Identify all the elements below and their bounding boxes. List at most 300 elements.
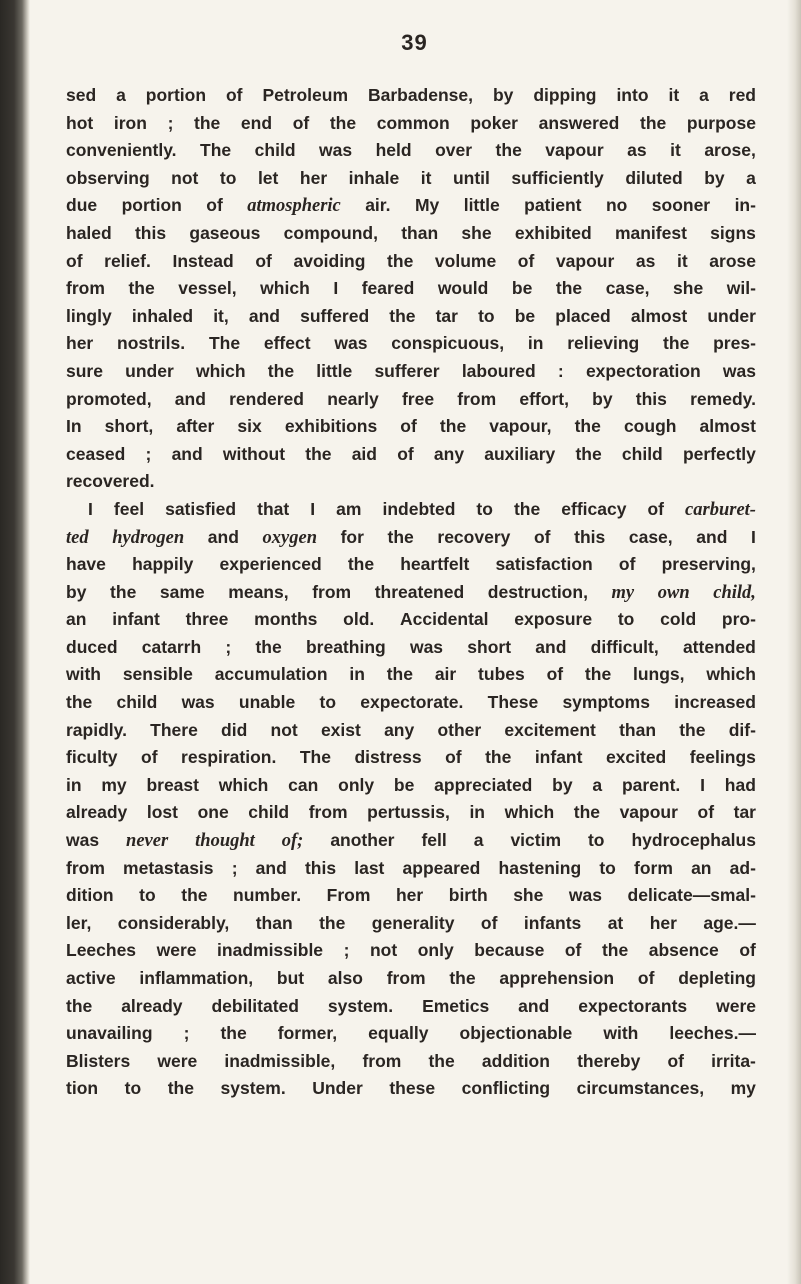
word: three	[185, 609, 229, 630]
word: common	[376, 112, 450, 133]
word: efficacy	[561, 498, 627, 519]
word: unavailing	[66, 1023, 153, 1044]
word: sooner	[651, 195, 711, 216]
word: respiration.	[181, 747, 277, 768]
word: rapidly.	[66, 719, 127, 740]
word: and	[535, 636, 567, 657]
word: ceased	[66, 443, 126, 464]
word: was	[181, 692, 215, 713]
word: arose,	[704, 140, 756, 161]
text-line	[66, 551, 756, 579]
word: the	[66, 995, 93, 1016]
word: system.	[220, 1078, 286, 1099]
word: to	[219, 167, 237, 188]
word: ted	[66, 527, 89, 548]
word: in	[66, 774, 82, 795]
word: in-	[734, 195, 756, 216]
text-line	[66, 413, 756, 441]
word: Emetics	[422, 995, 490, 1016]
word: the	[428, 1050, 455, 1071]
word: of	[647, 498, 665, 519]
word: of	[480, 912, 498, 933]
word: this	[134, 222, 167, 243]
word: manifest	[614, 222, 687, 243]
word: one	[197, 802, 229, 823]
word: and	[255, 857, 287, 878]
word: by	[592, 388, 613, 409]
word: would	[437, 278, 489, 299]
word: Instead	[172, 250, 234, 271]
word: her	[395, 885, 424, 906]
text-line	[66, 717, 756, 745]
word: this	[574, 526, 606, 547]
word: sensible	[122, 664, 193, 685]
word: difficult,	[590, 636, 659, 657]
word: accumulation	[214, 664, 328, 685]
word: ;	[231, 857, 238, 878]
text-line	[66, 220, 756, 248]
text-line	[66, 1075, 756, 1103]
word: was	[409, 636, 444, 657]
word: There	[150, 719, 198, 740]
word: arose	[709, 250, 756, 271]
word: the	[663, 333, 690, 354]
word: relief.	[104, 250, 151, 271]
word: number.	[233, 885, 302, 906]
word: I	[310, 498, 316, 519]
word: diluted	[625, 167, 683, 188]
word: wil-	[726, 278, 756, 299]
word: feared	[361, 278, 415, 299]
text-line	[66, 744, 756, 772]
word: until	[452, 167, 490, 188]
text-line	[66, 937, 756, 965]
word: the	[640, 112, 667, 133]
word: the	[387, 526, 414, 547]
word: hastening	[498, 857, 582, 878]
text-line	[66, 275, 756, 303]
word: gaseous	[189, 222, 261, 243]
word: I	[751, 526, 756, 547]
word: breathing	[305, 636, 386, 657]
word: sufficiently	[511, 167, 604, 188]
word: the	[220, 1023, 247, 1044]
word: depleting	[678, 968, 756, 988]
word: Barbadense,	[367, 85, 473, 105]
word: which	[260, 278, 310, 299]
word: was	[722, 360, 756, 381]
word: red	[728, 85, 756, 105]
word: air.	[365, 195, 391, 216]
word: a	[116, 85, 126, 105]
word: not	[171, 167, 199, 188]
word: it	[668, 85, 680, 105]
text-line	[66, 606, 756, 634]
text-line	[66, 110, 756, 138]
word: hot	[66, 112, 94, 133]
word: ;	[343, 940, 350, 961]
word: absence	[648, 940, 719, 961]
word: answered	[538, 112, 620, 133]
word: of	[739, 940, 756, 961]
word: The	[200, 140, 232, 161]
text-line	[66, 468, 756, 496]
word: from	[386, 968, 426, 988]
word: ler,	[66, 912, 92, 933]
word: were	[716, 995, 756, 1016]
word: portion	[145, 85, 207, 105]
word: of	[397, 443, 414, 464]
scan-edge-right	[787, 0, 801, 1284]
word: never	[126, 831, 169, 852]
word: effect	[263, 333, 311, 354]
text-line	[66, 579, 756, 607]
word: preserving,	[661, 554, 756, 575]
word: to	[124, 1078, 142, 1099]
word: child	[248, 802, 290, 823]
word: the	[194, 112, 221, 133]
word: into	[616, 85, 649, 105]
text-line	[66, 248, 756, 276]
word: symptoms	[562, 692, 650, 713]
word: free	[401, 388, 435, 409]
word: of	[618, 554, 636, 575]
word: of	[564, 940, 582, 961]
word: happily	[132, 554, 194, 575]
word: the	[679, 719, 706, 740]
word: little	[316, 360, 353, 381]
text-line	[66, 799, 756, 827]
word: recovery	[437, 526, 511, 547]
word: relieving	[567, 333, 640, 354]
text-line	[66, 386, 756, 414]
word: dif-	[728, 719, 756, 740]
scan-edge-left	[0, 0, 30, 1284]
word: that	[257, 498, 290, 519]
word: remedy.	[690, 388, 756, 409]
word: means,	[228, 581, 289, 602]
word: promoted,	[66, 388, 152, 409]
word: by	[66, 581, 87, 602]
word: the	[573, 802, 600, 823]
word: parent.	[621, 774, 681, 795]
word: case,	[605, 278, 650, 299]
word: by	[492, 85, 514, 105]
word: almost	[630, 305, 688, 326]
word: the	[495, 140, 522, 161]
word: inflammation,	[139, 968, 254, 988]
word: did	[221, 719, 248, 740]
word: circumstances,	[576, 1078, 705, 1099]
word: the	[389, 305, 416, 326]
word: poker	[470, 112, 518, 133]
text-line	[66, 634, 756, 662]
word: the	[513, 498, 541, 519]
word: own	[657, 582, 690, 603]
word: nearly	[327, 388, 379, 409]
word: already	[121, 995, 183, 1016]
word: equally	[368, 1023, 429, 1044]
word: exhibited	[514, 222, 592, 243]
word: attended	[682, 636, 756, 657]
word: cough	[623, 416, 677, 437]
word: recovered.	[66, 471, 155, 492]
word: my	[611, 582, 635, 603]
word: by	[704, 167, 725, 188]
word: the	[167, 1078, 194, 1099]
word: tar	[435, 305, 458, 326]
word: ;	[225, 636, 232, 657]
text-line	[66, 1020, 756, 1048]
word: pres-	[713, 333, 756, 354]
word: conveniently.	[66, 140, 177, 161]
word: I	[88, 498, 93, 519]
word: victim	[510, 830, 562, 851]
word: which	[706, 664, 756, 685]
word: satisfaction	[495, 554, 593, 575]
word: was	[334, 333, 368, 354]
word: leeches.—	[669, 1023, 756, 1044]
word: can	[288, 774, 319, 795]
word: short,	[104, 416, 154, 437]
word: from	[66, 857, 105, 878]
word: lingly	[66, 305, 112, 326]
word: same	[159, 581, 205, 602]
word: be	[514, 305, 536, 326]
word: to	[617, 609, 635, 630]
word: tar	[733, 802, 756, 823]
word: and	[174, 388, 206, 409]
word: for	[340, 526, 364, 547]
word: vapour,	[489, 416, 552, 437]
word: of;	[281, 831, 304, 852]
word: little	[463, 195, 500, 216]
word: debilitated	[211, 995, 299, 1016]
word: thought	[195, 831, 255, 852]
word: The	[299, 747, 331, 768]
word: experienced	[219, 554, 322, 575]
word: child	[621, 443, 663, 464]
word: avoiding	[293, 250, 366, 271]
word: heartfelt	[400, 554, 470, 575]
word: patient	[524, 195, 582, 216]
word: a	[592, 774, 603, 795]
word: from	[66, 278, 105, 299]
word: unable	[238, 692, 296, 713]
word: I	[700, 774, 705, 795]
text-line	[66, 661, 756, 689]
word: only	[338, 774, 375, 795]
word: it	[676, 250, 688, 271]
word: the	[319, 912, 346, 933]
word: infant	[534, 747, 583, 768]
word: inhaled	[131, 305, 194, 326]
word: of	[667, 1050, 684, 1071]
word: the	[574, 416, 601, 437]
word: with	[66, 664, 101, 685]
word: an	[66, 609, 87, 630]
word: vapour	[545, 140, 604, 161]
word: old.	[343, 609, 375, 630]
text-line	[66, 827, 756, 855]
word: child	[116, 692, 158, 713]
word: almost	[699, 416, 756, 437]
word: from	[308, 802, 348, 823]
word: birth	[448, 885, 488, 906]
word: her	[649, 912, 677, 933]
word: she	[673, 278, 704, 299]
word: In	[66, 416, 82, 437]
word: conspicuous,	[391, 333, 505, 354]
word: increased	[674, 692, 756, 713]
word: and	[171, 443, 203, 464]
word: of	[292, 112, 310, 133]
text-line	[66, 689, 756, 717]
word: aid	[351, 443, 377, 464]
text-line	[66, 330, 756, 358]
word: satisfied	[165, 498, 237, 519]
page-number: 39	[401, 30, 428, 55]
word: excited	[605, 747, 667, 768]
word: in	[349, 664, 365, 685]
word: ;	[167, 112, 174, 133]
word: These	[487, 692, 539, 713]
word: lungs,	[633, 664, 685, 685]
word: dipping	[533, 85, 597, 105]
word: observing	[66, 167, 150, 188]
word: another	[330, 830, 395, 851]
word: generality	[371, 912, 455, 933]
word: appeared	[402, 857, 481, 878]
word: she	[461, 222, 492, 243]
word: inadmissible,	[224, 1050, 336, 1071]
word: Leeches	[66, 940, 137, 961]
text-line	[66, 772, 756, 800]
word: vessel,	[178, 278, 237, 299]
word: be	[511, 278, 533, 299]
word: child,	[713, 582, 756, 603]
word: distress	[354, 747, 422, 768]
word: :	[557, 360, 564, 381]
word: my	[101, 774, 127, 795]
word: her	[299, 167, 328, 188]
word: cold	[660, 609, 697, 630]
word: delicate—smal-	[627, 885, 756, 906]
word: any	[384, 719, 415, 740]
word: of	[206, 195, 223, 216]
word: considerably,	[117, 912, 230, 933]
word: from	[362, 1050, 402, 1071]
word: as	[627, 140, 647, 161]
word: of	[517, 250, 535, 271]
word: tubes	[478, 664, 525, 685]
word: to	[599, 857, 616, 878]
word: irrita-	[711, 1050, 756, 1071]
word: infants	[523, 912, 582, 933]
word: of	[66, 250, 83, 271]
word: destruction,	[487, 581, 588, 602]
word: it	[670, 140, 681, 161]
word: vapour	[619, 802, 678, 823]
word: my	[730, 1078, 756, 1099]
word: expectorate.	[360, 692, 464, 713]
word: which	[218, 774, 269, 795]
text-line	[66, 993, 756, 1021]
word: portion	[121, 195, 182, 216]
word: of	[546, 664, 564, 685]
word: haled	[66, 222, 112, 243]
word: to	[319, 692, 337, 713]
text-line	[66, 192, 756, 220]
word: The	[208, 333, 241, 354]
word: tion	[66, 1078, 99, 1099]
word: which	[504, 802, 555, 823]
word: of	[255, 250, 272, 271]
word: auxiliary	[484, 443, 556, 464]
word: sed	[66, 85, 97, 105]
text-line	[66, 855, 756, 883]
word: was	[568, 885, 602, 906]
word: catarrh	[141, 636, 202, 657]
word: already	[66, 802, 128, 823]
word: purpose	[686, 112, 756, 133]
word: of	[141, 747, 158, 768]
word: expectoration	[585, 360, 701, 381]
text-line	[66, 165, 756, 193]
word: feel	[113, 498, 145, 519]
word: air	[434, 664, 457, 685]
word: were	[156, 940, 197, 961]
word: to	[476, 498, 493, 519]
text-line	[66, 137, 756, 165]
word: the	[181, 885, 208, 906]
word: the	[485, 747, 512, 768]
word: oxygen	[262, 527, 317, 548]
word: this	[635, 388, 667, 409]
word: the	[439, 416, 467, 437]
word: from	[457, 388, 497, 409]
word: not	[369, 940, 398, 961]
word: the	[449, 968, 476, 988]
word: addition	[481, 1050, 550, 1071]
word: were	[157, 1050, 198, 1071]
word: of	[637, 968, 655, 988]
word: Under	[312, 1078, 363, 1099]
word: the	[555, 278, 583, 299]
word: a	[699, 85, 709, 105]
word: ad-	[729, 857, 756, 878]
word: the	[387, 250, 414, 271]
word: the	[575, 443, 602, 464]
word: of	[225, 85, 243, 105]
word: than	[401, 222, 439, 243]
word: iron	[113, 112, 147, 133]
word: from	[312, 581, 352, 602]
word: pro-	[721, 609, 756, 630]
word: ;	[183, 1023, 190, 1044]
word: but	[276, 968, 305, 988]
word: other	[437, 719, 482, 740]
word: ;	[145, 443, 152, 464]
word: Blisters	[66, 1050, 131, 1071]
word: let	[257, 167, 279, 188]
word: objectionable	[459, 1023, 573, 1044]
word: which	[196, 360, 246, 381]
word: a	[473, 830, 484, 851]
text-line	[66, 965, 756, 993]
word: by	[552, 774, 573, 795]
word: exist	[320, 719, 361, 740]
